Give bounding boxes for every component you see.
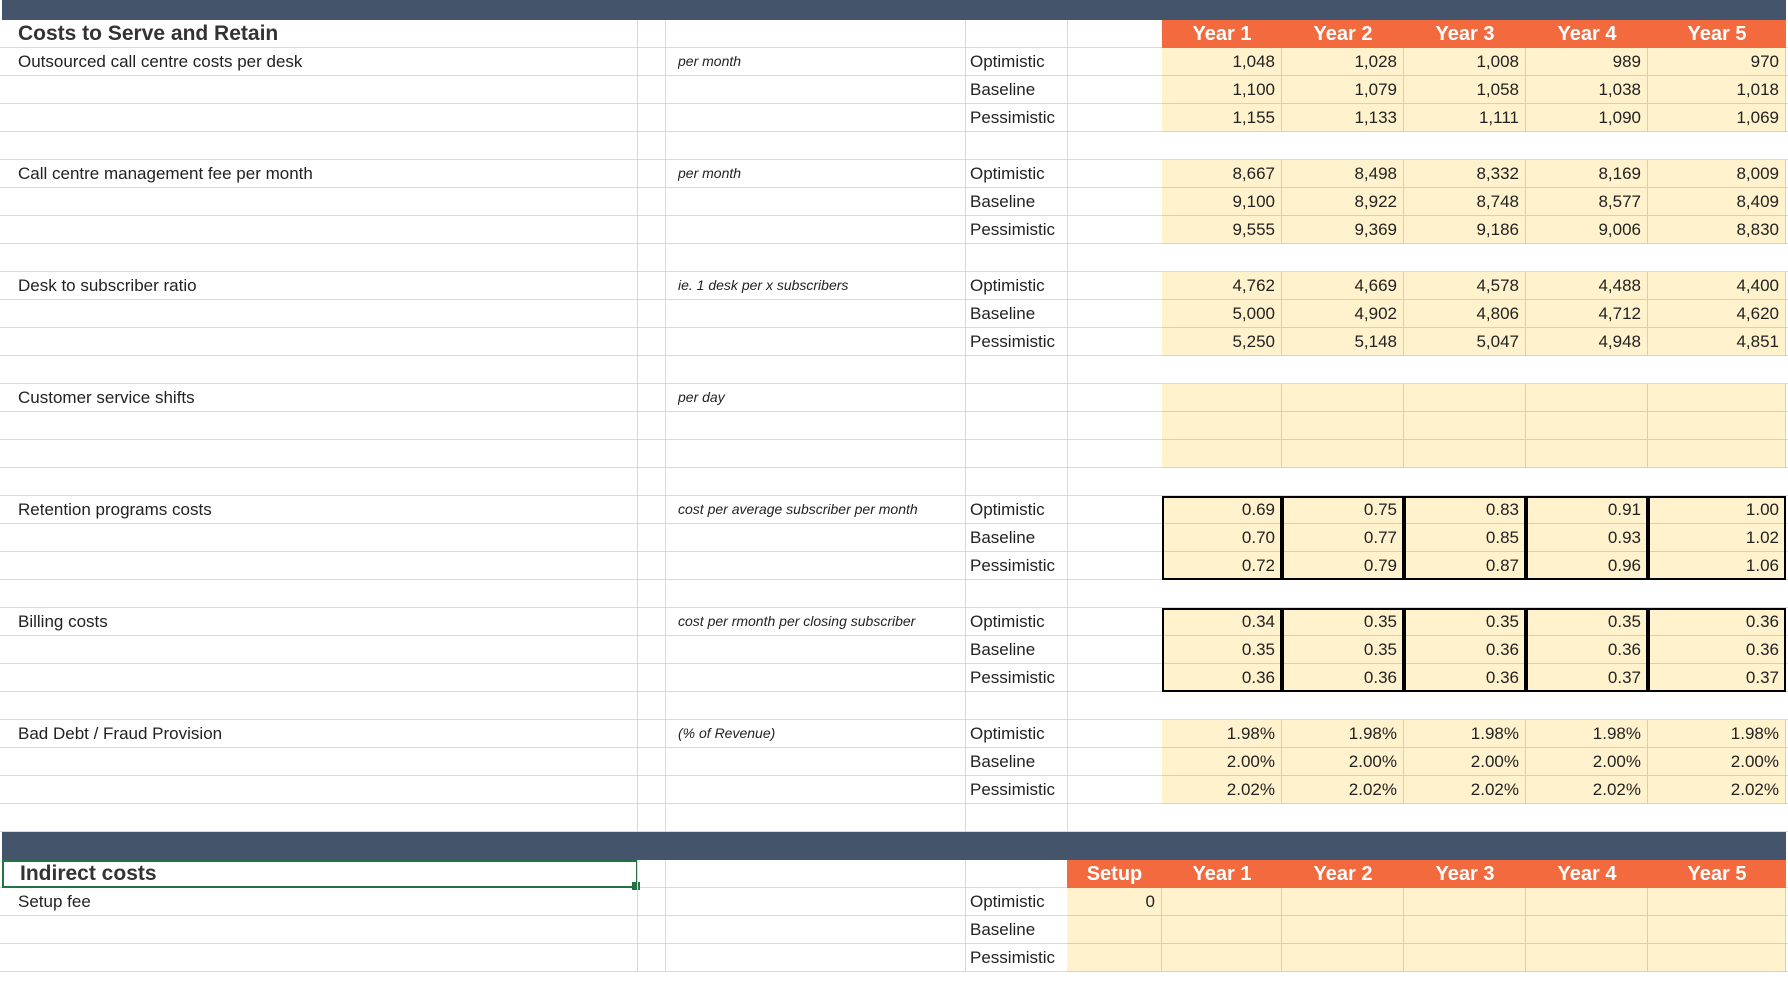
scenario-label[interactable]: Baseline — [970, 304, 1036, 323]
value-cell[interactable] — [1648, 412, 1786, 440]
value-cell[interactable]: 4,620 — [1648, 300, 1786, 328]
value-cell[interactable] — [1526, 916, 1648, 944]
value-cell[interactable]: 4,400 — [1648, 272, 1786, 300]
table-row — [0, 272, 1788, 300]
value-cell[interactable] — [1282, 412, 1404, 440]
scenario-label[interactable]: Baseline — [970, 752, 1036, 771]
value-cell[interactable]: 5,250 — [1162, 328, 1282, 356]
table-row — [0, 188, 1788, 216]
table-row — [0, 76, 1788, 104]
row-label[interactable]: Bad Debt / Fraud Provision — [18, 724, 223, 743]
value-cell[interactable]: 0.70 — [1162, 524, 1282, 552]
value-cell[interactable]: 0.35 — [1162, 636, 1282, 664]
table-row — [0, 384, 1788, 412]
section-title: Costs to Serve and Retain — [18, 22, 279, 45]
value-cell[interactable] — [1162, 412, 1282, 440]
gridline — [965, 860, 966, 972]
row-label[interactable]: Customer service shifts — [18, 388, 195, 407]
table-row — [0, 888, 1788, 916]
table-row — [0, 412, 1788, 440]
value-cell[interactable] — [1648, 384, 1786, 412]
spacer-row — [0, 244, 1788, 272]
value-cell[interactable] — [1404, 916, 1526, 944]
value-cell[interactable]: 1,090 — [1526, 104, 1648, 132]
unit-note[interactable]: per month — [678, 53, 742, 69]
table-row — [0, 440, 1788, 468]
unit-note[interactable]: per month — [678, 165, 742, 181]
value-cell[interactable]: 1.98% — [1526, 720, 1648, 748]
value-cell[interactable]: 1.06 — [1648, 552, 1786, 580]
value-cell[interactable]: 2.00% — [1648, 748, 1786, 776]
section-title[interactable]: Indirect costs — [2, 860, 638, 888]
value-cell[interactable] — [1282, 384, 1404, 412]
value-cell[interactable]: 8,009 — [1648, 160, 1786, 188]
value-cell[interactable]: 0.35 — [1526, 608, 1648, 636]
value-cell[interactable]: 9,100 — [1162, 188, 1282, 216]
gridline — [1067, 20, 1068, 832]
value-cell[interactable]: 1,048 — [1162, 48, 1282, 76]
value-cell[interactable]: 1,038 — [1526, 76, 1648, 104]
year-header: Year 2 — [1282, 20, 1404, 48]
year-header: Year 3 — [1404, 860, 1526, 888]
value-cell[interactable]: 0.77 — [1282, 524, 1404, 552]
year-header: Year 2 — [1282, 860, 1404, 888]
value-cell[interactable]: 0.37 — [1526, 664, 1648, 692]
table-row — [0, 300, 1788, 328]
table-row — [0, 636, 1788, 664]
value-cell[interactable]: 9,369 — [1282, 216, 1404, 244]
section-banner — [2, 0, 1786, 20]
value-cell[interactable]: 8,409 — [1648, 188, 1786, 216]
value-cell[interactable]: 4,488 — [1526, 272, 1648, 300]
value-cell[interactable]: 1,008 — [1404, 48, 1526, 76]
value-cell[interactable] — [1404, 944, 1526, 972]
row-label[interactable]: Retention programs costs — [18, 500, 212, 519]
value-cell[interactable]: 0.35 — [1282, 636, 1404, 664]
scenario-label[interactable] — [970, 440, 1070, 468]
spacer-row — [0, 804, 1788, 832]
value-cell[interactable]: 2.00% — [1404, 748, 1526, 776]
value-cell[interactable]: 2.00% — [1282, 748, 1404, 776]
value-cell[interactable]: 8,748 — [1404, 188, 1526, 216]
value-cell[interactable]: 1,079 — [1282, 76, 1404, 104]
scenario-label[interactable]: Optimistic — [970, 724, 1045, 743]
value-cell[interactable]: 8,169 — [1526, 160, 1648, 188]
value-cell[interactable]: 9,555 — [1162, 216, 1282, 244]
value-cell[interactable]: 0.91 — [1526, 496, 1648, 524]
year-header: Year 1 — [1162, 860, 1282, 888]
scenario-label[interactable]: Pessimistic — [970, 556, 1056, 575]
value-cell[interactable]: 2.02% — [1282, 776, 1404, 804]
gridline — [637, 20, 638, 832]
row-label[interactable]: Call centre management fee per month — [18, 164, 313, 183]
value-cell[interactable]: 1.02 — [1648, 524, 1786, 552]
table-row — [0, 552, 1788, 580]
value-cell[interactable]: 4,762 — [1162, 272, 1282, 300]
spacer-row — [0, 692, 1788, 720]
unit-note[interactable]: cost per rmonth per closing subscriber — [678, 613, 916, 629]
value-cell[interactable]: 0.36 — [1162, 664, 1282, 692]
value-cell[interactable]: 1.98% — [1404, 720, 1526, 748]
scenario-label[interactable]: Pessimistic — [970, 220, 1056, 239]
value-cell[interactable]: 4,806 — [1404, 300, 1526, 328]
year-header: Year 1 — [1162, 20, 1282, 48]
unit-note[interactable]: per day — [678, 389, 725, 405]
value-cell[interactable]: 8,830 — [1648, 216, 1786, 244]
value-cell[interactable]: 0.36 — [1648, 636, 1786, 664]
value-cell[interactable] — [1162, 888, 1282, 916]
value-cell[interactable]: 0.36 — [1648, 608, 1786, 636]
value-cell[interactable] — [1526, 384, 1648, 412]
value-cell[interactable]: 8,667 — [1162, 160, 1282, 188]
value-cell[interactable] — [1648, 916, 1786, 944]
value-cell[interactable]: 0.93 — [1526, 524, 1648, 552]
value-cell[interactable]: 1.98% — [1282, 720, 1404, 748]
scenario-label[interactable] — [970, 412, 1070, 440]
value-cell[interactable]: 0 — [1067, 888, 1162, 916]
scenario-label[interactable]: Pessimistic — [970, 780, 1056, 799]
value-cell[interactable] — [1526, 412, 1648, 440]
value-cell[interactable] — [1162, 384, 1282, 412]
value-cell[interactable]: 4,669 — [1282, 272, 1404, 300]
value-cell[interactable] — [1282, 440, 1404, 468]
table-row — [0, 216, 1788, 244]
year-header: Year 5 — [1648, 860, 1786, 888]
value-cell[interactable] — [1282, 944, 1404, 972]
value-cell[interactable] — [1067, 916, 1162, 944]
year-header: Year 5 — [1648, 20, 1786, 48]
value-cell[interactable]: 0.72 — [1162, 552, 1282, 580]
value-cell[interactable] — [1282, 888, 1404, 916]
table-row — [0, 496, 1788, 524]
scenario-label[interactable]: Pessimistic — [970, 668, 1056, 687]
unit-note[interactable]: ie. 1 desk per x subscribers — [678, 277, 849, 293]
value-cell[interactable]: 5,000 — [1162, 300, 1282, 328]
value-cell[interactable]: 9,006 — [1526, 216, 1648, 244]
year-header: Year 4 — [1526, 860, 1648, 888]
value-cell[interactable]: 1,018 — [1648, 76, 1786, 104]
row-label[interactable]: Setup fee — [18, 892, 91, 911]
spacer-row — [0, 468, 1788, 496]
value-cell[interactable]: 0.35 — [1404, 608, 1526, 636]
header-row — [0, 20, 1788, 48]
value-cell[interactable]: 0.83 — [1404, 496, 1526, 524]
scenario-label[interactable]: Optimistic — [970, 276, 1045, 295]
value-cell[interactable] — [1162, 440, 1282, 468]
scenario-label[interactable]: Optimistic — [970, 52, 1045, 71]
value-cell[interactable] — [1648, 944, 1786, 972]
year-header: Setup — [1067, 860, 1162, 888]
value-cell[interactable]: 0.37 — [1648, 664, 1786, 692]
value-cell[interactable] — [1404, 440, 1526, 468]
table-row — [0, 160, 1788, 188]
scenario-label[interactable] — [970, 384, 1070, 412]
scenario-label[interactable]: Baseline — [970, 920, 1036, 939]
table-row — [0, 48, 1788, 76]
row-label[interactable]: Outsourced call centre costs per desk — [18, 52, 303, 71]
value-cell[interactable]: 8,332 — [1404, 160, 1526, 188]
value-cell[interactable]: 2.02% — [1162, 776, 1282, 804]
value-cell[interactable]: 8,922 — [1282, 188, 1404, 216]
table-row — [0, 608, 1788, 636]
value-cell[interactable]: 8,498 — [1282, 160, 1404, 188]
value-cell[interactable]: 0.36 — [1282, 664, 1404, 692]
value-cell[interactable]: 5,047 — [1404, 328, 1526, 356]
table-row — [0, 916, 1788, 944]
scenario-label[interactable]: Pessimistic — [970, 108, 1056, 127]
scenario-label[interactable]: Baseline — [970, 528, 1036, 547]
value-cell[interactable]: 0.85 — [1404, 524, 1526, 552]
value-cell[interactable]: 1.98% — [1162, 720, 1282, 748]
value-cell[interactable]: 1,069 — [1648, 104, 1786, 132]
scenario-label[interactable]: Baseline — [970, 192, 1036, 211]
value-cell[interactable]: 2.00% — [1162, 748, 1282, 776]
scenario-label[interactable]: Baseline — [970, 640, 1036, 659]
value-cell[interactable]: 0.34 — [1162, 608, 1282, 636]
value-cell[interactable]: 1,111 — [1404, 104, 1526, 132]
scenario-label[interactable]: Pessimistic — [970, 948, 1056, 967]
row-label[interactable]: Desk to subscriber ratio — [18, 276, 197, 295]
value-cell[interactable] — [1648, 440, 1786, 468]
value-cell[interactable]: 1,058 — [1404, 76, 1526, 104]
table-row — [0, 664, 1788, 692]
value-cell[interactable]: 2.02% — [1404, 776, 1526, 804]
value-cell[interactable]: 1,155 — [1162, 104, 1282, 132]
year-header: Year 3 — [1404, 20, 1526, 48]
value-cell[interactable]: 970 — [1648, 48, 1786, 76]
table-row — [0, 944, 1788, 972]
value-cell[interactable]: 4,948 — [1526, 328, 1648, 356]
spacer-row — [0, 356, 1788, 384]
value-cell[interactable]: 1,028 — [1282, 48, 1404, 76]
value-cell[interactable]: 0.35 — [1282, 608, 1404, 636]
scenario-label[interactable]: Optimistic — [970, 500, 1045, 519]
gridline — [665, 20, 666, 832]
table-row — [0, 720, 1788, 748]
value-cell[interactable]: 5,148 — [1282, 328, 1404, 356]
unit-note[interactable]: cost per average subscriber per month — [678, 501, 918, 517]
value-cell[interactable] — [1526, 440, 1648, 468]
value-cell[interactable]: 0.36 — [1526, 636, 1648, 664]
value-cell[interactable]: 1.00 — [1648, 496, 1786, 524]
value-cell[interactable]: 989 — [1526, 48, 1648, 76]
scenario-label[interactable]: Pessimistic — [970, 332, 1056, 351]
table-row — [0, 328, 1788, 356]
unit-note[interactable]: (% of Revenue) — [678, 725, 776, 741]
scenario-label[interactable]: Baseline — [970, 80, 1036, 99]
value-cell[interactable] — [1067, 944, 1162, 972]
value-cell[interactable]: 1.98% — [1648, 720, 1786, 748]
value-cell[interactable] — [1526, 944, 1648, 972]
spacer-row — [0, 580, 1788, 608]
value-cell[interactable]: 4,851 — [1648, 328, 1786, 356]
value-cell[interactable]: 0.87 — [1404, 552, 1526, 580]
table-row — [0, 776, 1788, 804]
value-cell[interactable]: 4,902 — [1282, 300, 1404, 328]
gridline — [637, 860, 638, 972]
value-cell[interactable]: 1,100 — [1162, 76, 1282, 104]
scenario-label[interactable]: Optimistic — [970, 612, 1045, 631]
value-cell[interactable]: 0.69 — [1162, 496, 1282, 524]
gridline — [665, 860, 666, 972]
value-cell[interactable] — [1648, 888, 1786, 916]
value-cell[interactable]: 2.00% — [1526, 748, 1648, 776]
value-cell[interactable] — [1282, 916, 1404, 944]
value-cell[interactable] — [1162, 944, 1282, 972]
value-cell[interactable]: 2.02% — [1648, 776, 1786, 804]
value-cell[interactable]: 1,133 — [1282, 104, 1404, 132]
value-cell[interactable] — [1162, 916, 1282, 944]
table-row — [0, 104, 1788, 132]
table-row — [0, 524, 1788, 552]
value-cell[interactable] — [1404, 412, 1526, 440]
row-label[interactable]: Billing costs — [18, 612, 108, 631]
value-cell[interactable] — [1404, 888, 1526, 916]
header-row — [0, 860, 1788, 888]
value-cell[interactable]: 0.96 — [1526, 552, 1648, 580]
value-cell[interactable]: 8,577 — [1526, 188, 1648, 216]
spacer-row — [0, 132, 1788, 160]
value-cell[interactable]: 0.36 — [1404, 636, 1526, 664]
section-banner — [2, 832, 1786, 860]
value-cell[interactable] — [1526, 888, 1648, 916]
value-cell[interactable]: 4,712 — [1526, 300, 1648, 328]
table-row — [0, 748, 1788, 776]
value-cell[interactable]: 0.79 — [1282, 552, 1404, 580]
year-header: Year 4 — [1526, 20, 1648, 48]
scenario-label[interactable]: Optimistic — [970, 892, 1045, 911]
value-cell[interactable]: 4,578 — [1404, 272, 1526, 300]
value-cell[interactable]: 0.36 — [1404, 664, 1526, 692]
scenario-label[interactable]: Optimistic — [970, 164, 1045, 183]
value-cell[interactable]: 2.02% — [1526, 776, 1648, 804]
gridline — [965, 20, 966, 832]
value-cell[interactable]: 9,186 — [1404, 216, 1526, 244]
value-cell[interactable] — [1404, 384, 1526, 412]
value-cell[interactable]: 0.75 — [1282, 496, 1404, 524]
